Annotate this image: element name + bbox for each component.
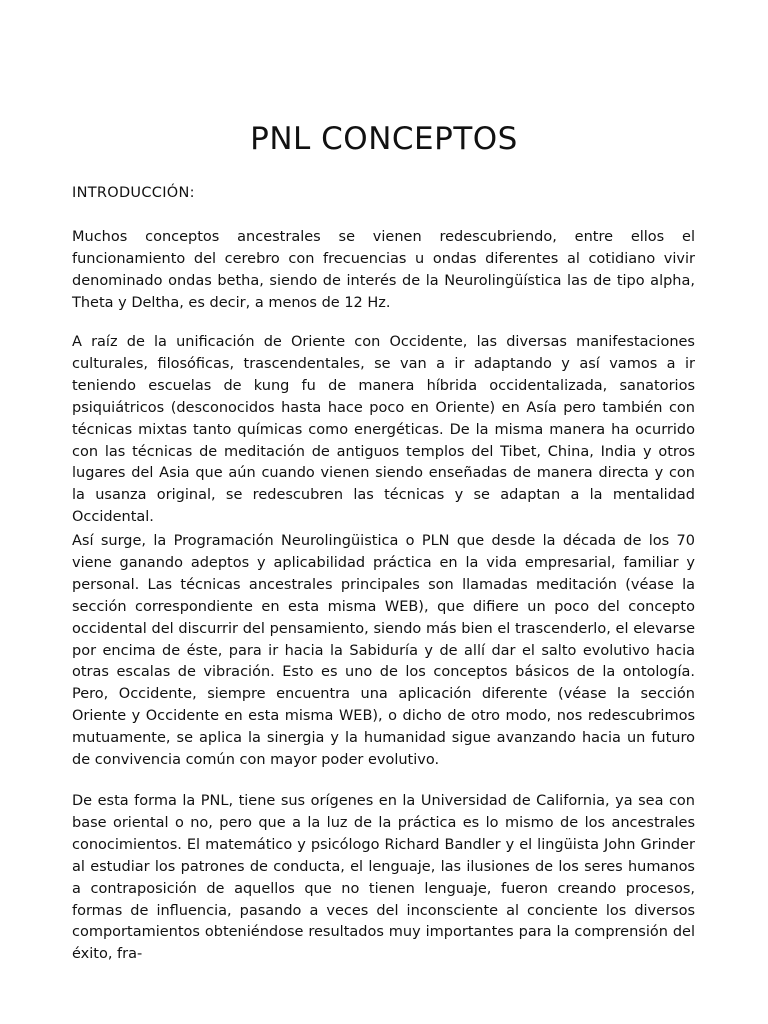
paragraph: A raíz de la unificación de Oriente con Occidente, las diversas manifestaciones culturales, filosóficas, trascendentales, se van a ir adaptando y así vamos a ir teniendo escuelas de kung fu de manera híbrida occidentalizada, sanatorios psiquiátricos (desconocidos hasta hace poco en Oriente) en Asía pero también con técnicas mixtas tanto químicas como energéticas. De la misma manera ha ocurrido con las técnicas de meditación de antiguos templos del Tibet, China, India y otros lugares del Asia que aún cuando vienen siendo enseñadas de manera directa y con la usanza original, se redescubren las técnicas y se adaptan a la mentalidad Occidental. bbox=[72, 334, 695, 526]
document-title: PNL CONCEPTOS bbox=[250, 121, 518, 157]
paragraph: De esta forma la PNL, tiene sus orígenes en la Universidad de California, ya sea con base oriental o no, pero que a la luz de la práctica es lo mismo de los ancestrales conocimientos. El matemático y psicólogo Richard Bandler y el lingüista John Grinder al estudiar los patrones de conducta, el lenguaje, las ilusiones de los seres humanos a contraposición de aquellos que no tienen lenguaje, fueron creando procesos, formas de influencia, pasando a veces del inconsciente al conciente los diversos comportamientos obteniéndose resultados muy importantes para la comprensión del éxito, fra- bbox=[72, 793, 695, 963]
paragraph: Muchos conceptos ancestrales se vienen redescubriendo, entre ellos el funcionamiento del cerebro con frecuencias u ondas diferentes al cotidiano vivir denominado ondas betha, siendo de interés de la Neurolingüística las de tipo alpha, Theta y Deltha, es decir, a menos de 12 Hz. bbox=[72, 229, 695, 311]
paragraph: Así surge, la Programación Neurolingüistica o PLN que desde la década de los 70 viene ganando adeptos y aplicabilidad práctica en la vida empresarial, familiar y personal. Las técnicas ancestrales principales son llamadas meditación (véase la sección correspondiente en esta misma WEB), que difiere un poco del concepto occidental del discurrir del pensamiento, siendo más bien el trascenderlo, el elevarse por encima de éste, para ir hacia la Sabiduría y de allí dar el salto evolutivo hacia otras escalas de vibración. Esto es uno de los conceptos básicos de la ontología. Pero, Occidente, siempre encuentra una aplicación diferente (véase la sección Oriente y Occidente en esta misma WEB), o dicho de otro modo, nos redescubrimos mutuamente, se aplica la sinergia y la humanidad sigue avanzando hacia un futuro de convivencia común con mayor poder evolutivo. bbox=[72, 533, 695, 769]
section-heading: INTRODUCCIÓN: bbox=[72, 185, 195, 201]
